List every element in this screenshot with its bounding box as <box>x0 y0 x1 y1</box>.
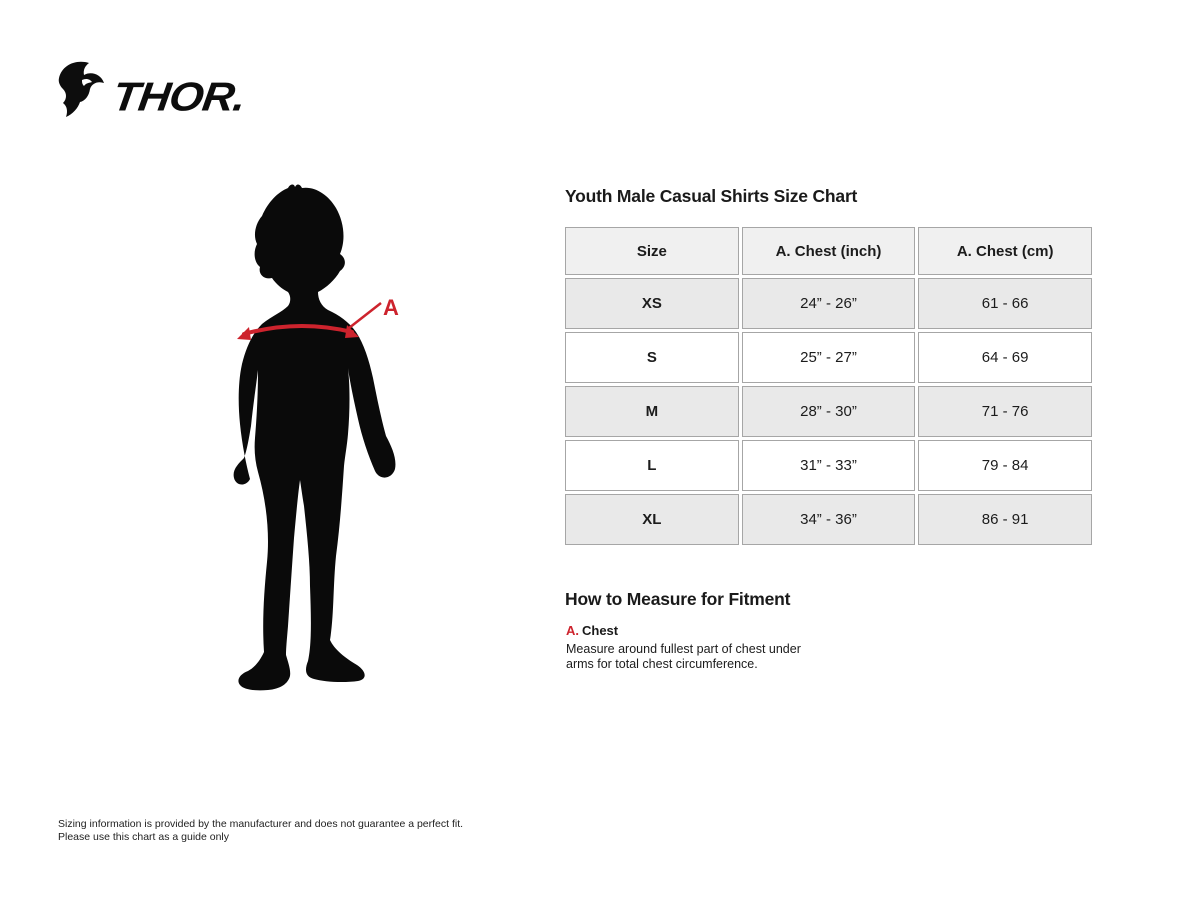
size-value: XL <box>565 494 739 545</box>
chest-cm-value: 86 - 91 <box>918 494 1092 545</box>
chest-inch-value: 28” - 30” <box>742 386 916 437</box>
chest-inch-value: 24” - 26” <box>742 278 916 329</box>
table-header-row <box>565 227 1092 275</box>
table-row <box>565 332 1092 383</box>
col-header-chest-cm: A. Chest (cm) <box>918 227 1092 275</box>
disclaimer-line-1: Sizing information is provided by the manufacturer and does not guarantee a perfect fit. <box>58 818 464 830</box>
table-row <box>565 440 1092 491</box>
table-row <box>565 494 1092 545</box>
measure-label-a: A <box>383 295 399 320</box>
arc-arrowhead-left <box>237 327 251 340</box>
youth-silhouette-diagram <box>222 182 442 712</box>
col-header-chest-inch: A. Chest (inch) <box>742 227 916 275</box>
size-chart-table <box>562 224 1095 548</box>
col-header-size: Size <box>565 227 739 275</box>
size-value: M <box>565 386 739 437</box>
chest-cm-value: 71 - 76 <box>918 386 1092 437</box>
measure-item-name: Chest <box>582 623 619 638</box>
chest-inch-value: 34” - 36” <box>742 494 916 545</box>
disclaimer-line-2: Please use this chart as a guide only <box>58 831 230 844</box>
brand-wordmark: THOR. <box>109 74 248 120</box>
thor-ram-icon <box>56 58 108 118</box>
sizing-disclaimer <box>58 818 463 845</box>
chest-cm-value: 64 - 69 <box>918 332 1092 383</box>
brand-logo <box>56 58 248 120</box>
size-value: XS <box>565 278 739 329</box>
chest-inch-value: 31” - 33” <box>742 440 916 491</box>
measure-item-key: A. <box>566 623 579 638</box>
chest-inch-value: 25” - 27” <box>742 332 916 383</box>
measure-item-description: Measure around fullest part of chest under arms for total chest circumference. <box>566 642 801 672</box>
table-row <box>565 278 1092 329</box>
measure-pointer-line <box>349 303 381 328</box>
table-row <box>565 386 1092 437</box>
child-silhouette <box>234 184 396 690</box>
chest-cm-value: 79 - 84 <box>918 440 1092 491</box>
chest-cm-value: 61 - 66 <box>918 278 1092 329</box>
size-chart-title: Youth Male Casual Shirts Size Chart <box>565 186 858 206</box>
size-value: S <box>565 332 739 383</box>
size-value: L <box>565 440 739 491</box>
how-to-measure-heading: How to Measure for Fitment <box>565 589 791 609</box>
measure-item-label <box>566 623 618 638</box>
